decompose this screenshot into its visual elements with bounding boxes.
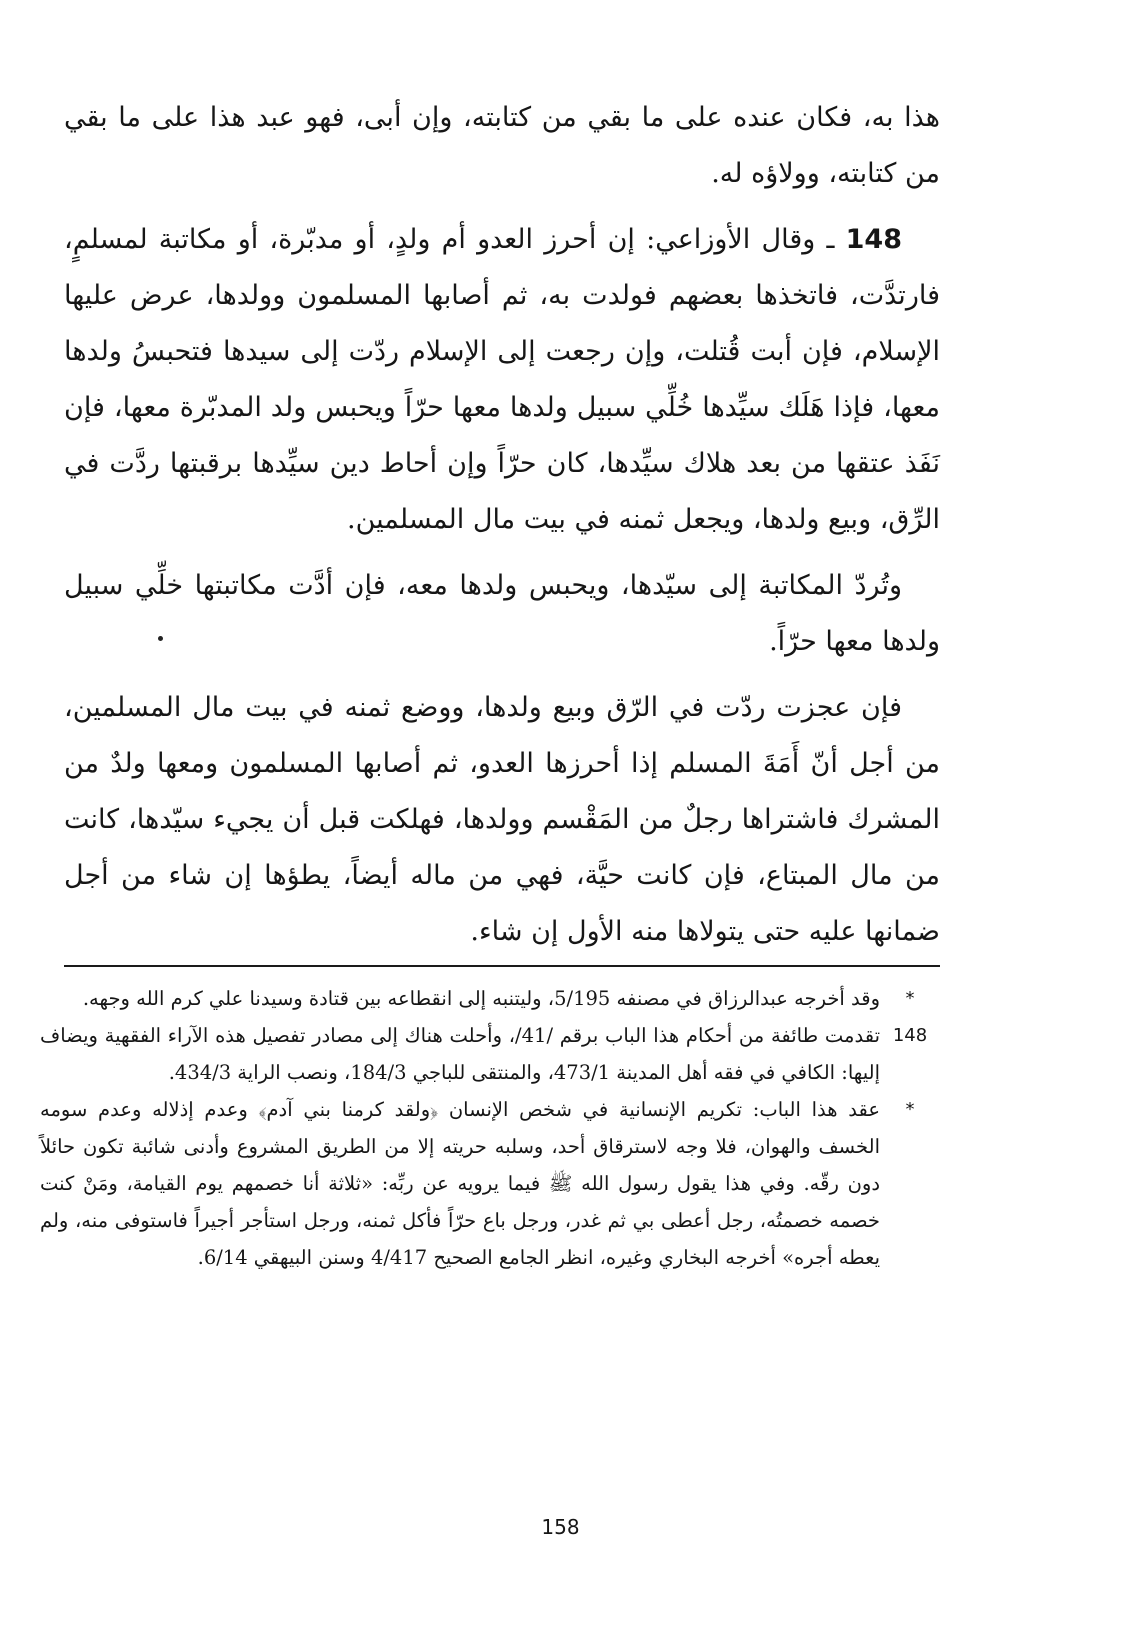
- footnote-text: وقد أخرجه عبدالرزاق في مصنفه 5/195، وليتنبه إلى انقطاعه بين قتادة وسيدنا علي كرم الله وجهه.: [82, 987, 880, 1010]
- footnote-marker: *: [905, 988, 915, 1009]
- footnote-marker: 148: [892, 1025, 928, 1046]
- footnote: [40, 1017, 940, 1091]
- paragraph-148-text: ـ وقال الأوزاعي: إن أحرز العدو أم ولدٍ، أو مدبّرة، أو مكاتبة لمسلمٍ، فارتدَّت، فاتخذها بعضهم فولدت به، ثم أصابها المسلمون وولدها، عرض عليها الإسلام، فإن أبت قُتلت، وإن رجعت إلى الإسلام ردّت إلى سيدها فتحبسُ ولدها معها، فإذا هَلَك سيِّدها خُلِّي سبيل ولدها معها حرّاً ويحبس ولد المدبّرة معها، فإن نَفَذ عتقها من بعد هلاك سيِّدها، كان حرّاً وإن أحاط دين سيِّدها برقبتها ردَّت في الرِّق، وبيع ولدها، ويجعل ثمنه في بيت مال المسلمين.: [64, 224, 940, 535]
- footnote-separator: [64, 965, 940, 967]
- scan-speck: [158, 636, 163, 641]
- paragraph-number: 148: [845, 224, 902, 255]
- paragraph-ajazat: فإن عجزت ردّت في الرّق وبيع ولدها، ووضع ثمنه في بيت مال المسلمين، من أجل أنّ أَمَةَ المسلم إذا أحرزها العدو، ثم أصابها المسلمون ومعها ولدٌ من المشرك فاشتراها رجلٌ من المَقْسم وولدها، فهلكت قبل أن يجيء سيّدها، كانت من مال المبتاع، فإن كانت حيَّة، فهي من ماله أيضاً، يطؤها إن شاء من أجل ضمانها عليه حتى يتولاها منه الأول إن شاء.: [64, 692, 940, 947]
- footnote-text: تقدمت طائفة من أحكام هذا الباب برقم /41/، وأحلت هناك إلى مصادر تفصيل هذه الآراء الفقهية ويضاف إليها: الكافي في فقه أهل المدينة 473/1، والمنتقى للباجي 184/3، ونصب الراية 434/3.: [40, 1024, 881, 1084]
- main-text: [64, 90, 940, 970]
- paragraph-continuation: هذا به، فكان عنده على ما بقي من كتابته، وإن أبى، فهو عبد هذا على ما بقي من كتابته، وولاؤه له.: [64, 102, 940, 189]
- page-number: 158: [541, 1515, 580, 1539]
- paragraph-mukataba: وتُردّ المكاتبة إلى سيّدها، ويحبس ولدها معه، فإن أدَّت مكاتبتها خلِّي سبيل ولدها معها حرّاً.: [64, 570, 940, 657]
- footnote-marker: *: [905, 1099, 915, 1120]
- footnotes: [40, 980, 940, 1276]
- footnote: [40, 1091, 940, 1276]
- footnote-text: عقد هذا الباب: تكريم الإنسانية في شخص الإنسان ﴿ولقد كرمنا بني آدم﴾ وعدم إذلاله وعدم سومه الخسف والهوان، فلا وجه لاسترقاق أحد، وسلبه حريته إلا من الطريق المشروع وأدنى شائبة تكون حائلاً دون رقّه. وفي هذا يقول رسول الله ﷺ فيما يرويه عن ربِّه: «ثلاثة أنا خصمهم يوم القيامة، ومَنْ كنت خصمه خصمتُه، رجل أعطى بي ثم غدر، ورجل باع حرّاً فأكل ثمنه، ورجل استأجر أجيراً فاستوفى منه، ولم يعطه أجره» أخرجه البخاري وغيره، انظر الجامع الصحيح 4/417 وسنن البيهقي 6/14.: [40, 1098, 880, 1269]
- paragraph-148: [64, 212, 940, 548]
- footnote: [40, 980, 940, 1017]
